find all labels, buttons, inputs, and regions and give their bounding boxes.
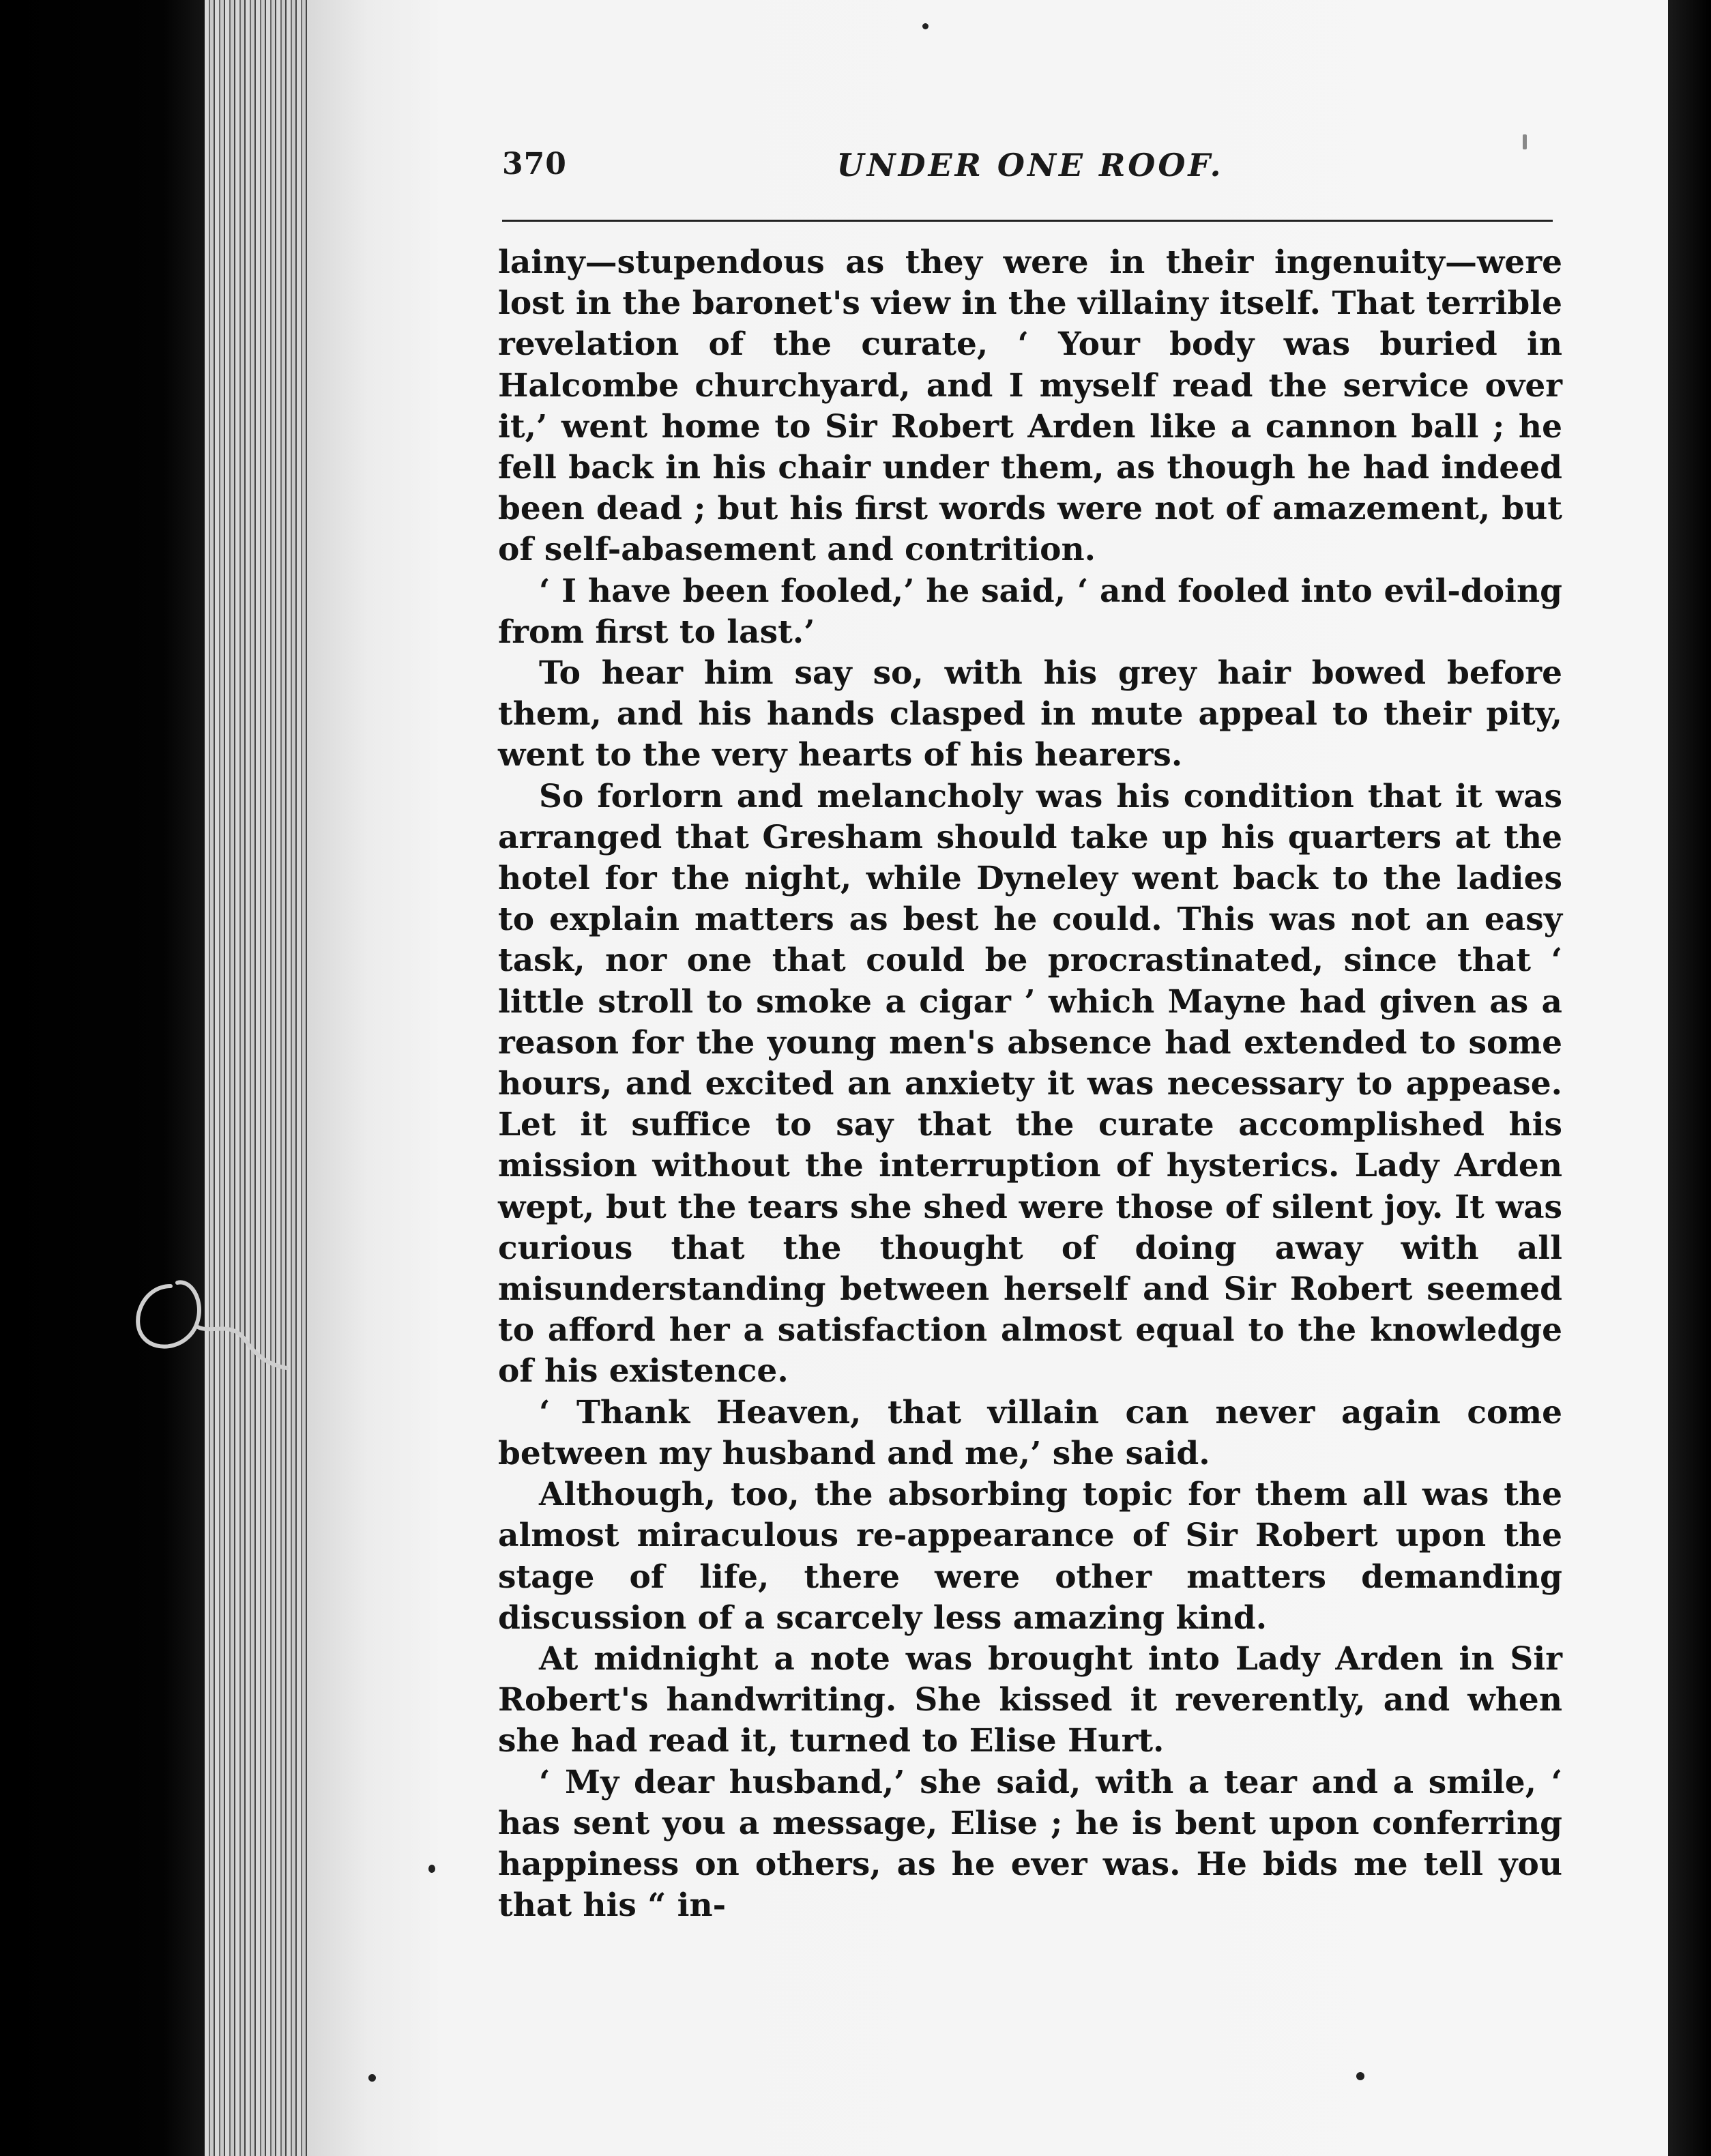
book-binding-shadow: [0, 0, 205, 2156]
facing-page-edge: [1668, 0, 1711, 2156]
page-edges-stack: [205, 0, 307, 2156]
ink-speck: [922, 23, 928, 29]
ink-speck: [428, 1865, 435, 1873]
page-number: 370: [502, 147, 567, 181]
paragraph: ‘ My dear husband,’ she said, with a tear and a smile, ‘ has sent you a message, Elise ; he is bent upon conferring happiness on others, as he ever was. He bids me tell you that his “ in-: [498, 1763, 1562, 1925]
paragraph: To hear him say so, with his grey hair bowed before them, and his hands clasped in mute appeal to their pity, went to the very hearts of his hearers.: [498, 654, 1562, 774]
body-text: [498, 242, 1562, 1926]
paragraph: lainy—stupendous as they were in their ingenuity—were lost in the baronet's view in the villainy itself. That terrible revelation of the curate, ‘ Your body was buried in Halcombe churchyard, and I myself read the service over it,’ went home to Sir Robert Arden like a cannon ball ; he fell back in his chair under them, as though he had indeed been dead ; but his first words were not of amazement, but of self-abasement and contrition.: [498, 244, 1562, 569]
paragraph: Although, too, the absorbing topic for them all was the almost miraculous re-appearance of Sir Robert upon the stage of life, there were other matters demanding discussion of a scarcely less amazing kind.: [498, 1476, 1562, 1637]
pencil-mark-icon: [130, 1245, 300, 1402]
header-rule: [502, 220, 1553, 222]
ink-speck: [368, 2074, 376, 2082]
paragraph: At midnight a note was brought into Lady Arden in Sir Robert's handwriting. She kissed it reverently, and when she had read it, turned to Elise Hurt.: [498, 1640, 1562, 1760]
running-head: [498, 147, 1562, 201]
paragraph: So forlorn and melancholy was his condition that it was arranged that Gresham should take up his quarters at the hotel for the night, while Dyneley went back to the ladies to explain matters as best he could. This was not an easy task, nor one that could be procrastinated, since that ‘ little stroll to smoke a cigar ’ which Mayne had given as a reason for the young men's absence had extended to some hours, and excited an anxiety it was necessary to appease. Let it suffice to say that the curate accomplished his mission without the interruption of hysterics. Lady Arden wept, but the tears she shed were those of silent joy. It was curious that the thought of doing away with all misunderstanding between herself and Sir Robert seemed to afford her a satisfaction almost equal to the knowledge of his existence.: [498, 777, 1562, 1390]
page-content: [498, 130, 1562, 1926]
running-title: UNDER ONE ROOF.: [836, 147, 1224, 184]
paragraph: ‘ I have been fooled,’ he said, ‘ and fooled into evil-doing from first to last.’: [498, 572, 1562, 651]
ink-speck: [1356, 2072, 1364, 2080]
paragraph: ‘ Thank Heaven, that villain can never again come between my husband and me,’ she said.: [498, 1393, 1562, 1472]
